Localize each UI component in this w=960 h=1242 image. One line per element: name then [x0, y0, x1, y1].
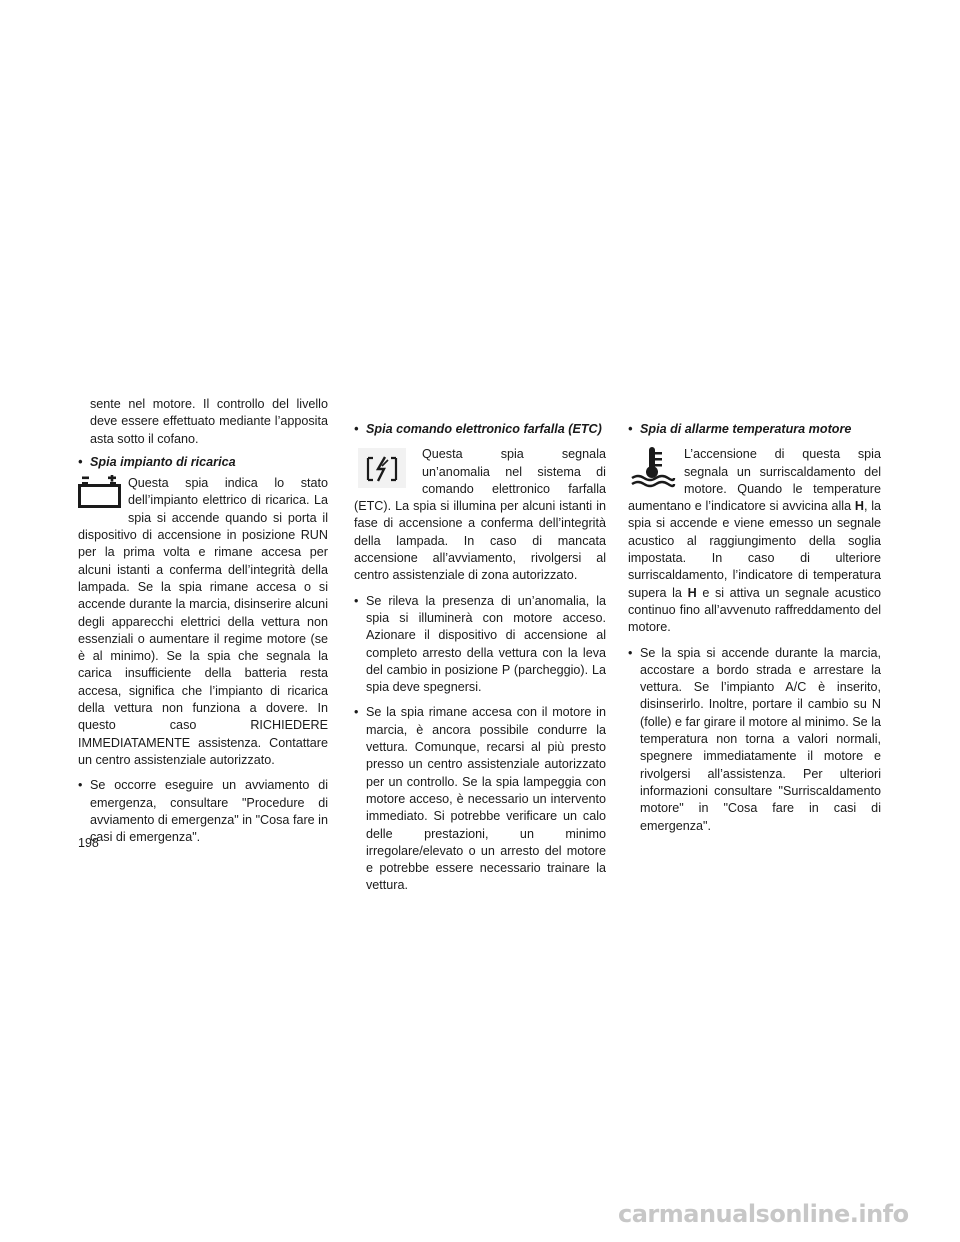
column-3 — [628, 396, 881, 835]
heading-text: Spia di allarme temperatura motore — [640, 422, 852, 436]
list-item-text: Se la spia si accende durante la marcia, accostare a bordo strada e arrestare la vettura. Se l’impianto A/C è inserito, disinserirlo. Inoltre, portare il cambio su N (folle) e far girare il motore al minimo. Se la temperatura non torna a valori normali, spegnere immediatamente il motore e rivolgersi all’assistenza. Per ulteriori informazioni consultare "Surriscaldamento motore" in "Cosa fare in casi di emergenza". — [640, 645, 881, 833]
continuation-paragraph: sente nel motore. Il controllo del livello deve essere effettuato mediante l’apposita asta sotto il cofano. — [90, 397, 328, 446]
page-number: 198 — [78, 836, 99, 850]
bullet-marker: • — [628, 645, 633, 660]
list-item-text: Se occorre eseguire un avviamento di emergenza, consultare "Procedure di avviamento di emergenza" in "Cosa fare in casi di emergenza". — [90, 778, 328, 845]
list-item-text: Se la spia rimane accesa con il motore in marcia, è ancora possibile condurre la vettura. Comunque, recarsi al più presto presso un centro assistenziale autorizzato per un controllo. Se la spia lampeggia con motore acceso, è necessario un intervento immediato. Si potrebbe verificare un calo delle prestazioni, un minimo irregolare/elevato o un arresto del motore e potrebbe essere necessario trainare la vettura. — [366, 705, 606, 893]
bullet-marker: • — [628, 422, 633, 436]
column-2 — [354, 396, 606, 895]
bullet-marker: • — [354, 422, 359, 436]
watermark: carmanualsonline.info — [618, 1200, 909, 1228]
heading-text: Spia impianto di ricarica — [90, 454, 236, 469]
section-heading-etc — [354, 421, 606, 438]
list-item — [354, 593, 606, 697]
hot-mark: H — [687, 585, 697, 600]
section-heading-charging — [78, 454, 328, 471]
text-segment: , la spia si accende e viene emesso un segnale acustico al raggiungimento della soglia impostata. In caso di ulteriore surriscaldamento, l’indicatore di temperatura supera la — [628, 499, 881, 600]
battery-icon — [78, 475, 122, 513]
section-heading-temperature — [628, 421, 881, 438]
list-item — [628, 645, 881, 835]
text-segment: e si attiva un segnale acustico continuo fino all’avvenuto raffreddamento del motore. — [628, 585, 881, 635]
charging-description: Questa spia indica lo stato dell’impianto elettrico di ricarica. La spia si accende quando si porta il dispositivo di accensione in posizione RUN per la prima volta e rimane accesa per alcuni istanti a conferma dell’integrità della lampada. Se la spia rimane accesa o si accende durante la marcia, disinserire alcuni degli apparecchi elettrici della vettura non essenziali o aumentare il regime motore (se è al minimo). Se la spia che segnala la carica insufficiente della batteria resta accesa, significa che l’impianto di ricarica della vettura non funziona a dovere. In questo caso RICHIEDERE IMMEDIATAMENTE assistenza. Contattare un centro assistenziale autorizzato. — [78, 476, 328, 767]
list-item — [354, 704, 606, 894]
bullet-marker: • — [78, 454, 83, 469]
coolant-temperature-icon — [628, 444, 678, 490]
bullet-marker: • — [354, 593, 359, 608]
list-item-text: Se rileva la presenza di un’anomalia, la spia si illuminerà con motore acceso. Azionare il dispositivo di accensione al completo arresto della vettura con la leva del cambio in posizione P (parcheggio). La spia deve spegnersi. — [366, 593, 606, 695]
column-1 — [78, 396, 328, 846]
hot-mark: H — [854, 499, 864, 514]
bullet-marker: • — [354, 705, 359, 720]
list-item — [78, 777, 328, 846]
heading-text: Spia comando elettronico farfalla (ETC) — [366, 422, 602, 436]
text-segment: L’accensione di questa spia segnala un surriscaldamento del motore. Quando le temperature aumentano e l’indicatore si avvicina alla — [628, 447, 881, 514]
etc-description: Questa spia segnala un’anomalia nel sistema di comando elettronico farfalla (ETC). La spia si illumina per alcuni istanti in fase di accensione a conferma dell’integrità della lampada. In caso di mancata accensione all’avviamento, rivolgersi al centro assistenziale di zona autorizzato. — [354, 447, 606, 583]
bullet-marker: • — [78, 778, 83, 793]
throttle-control-icon — [354, 444, 414, 494]
